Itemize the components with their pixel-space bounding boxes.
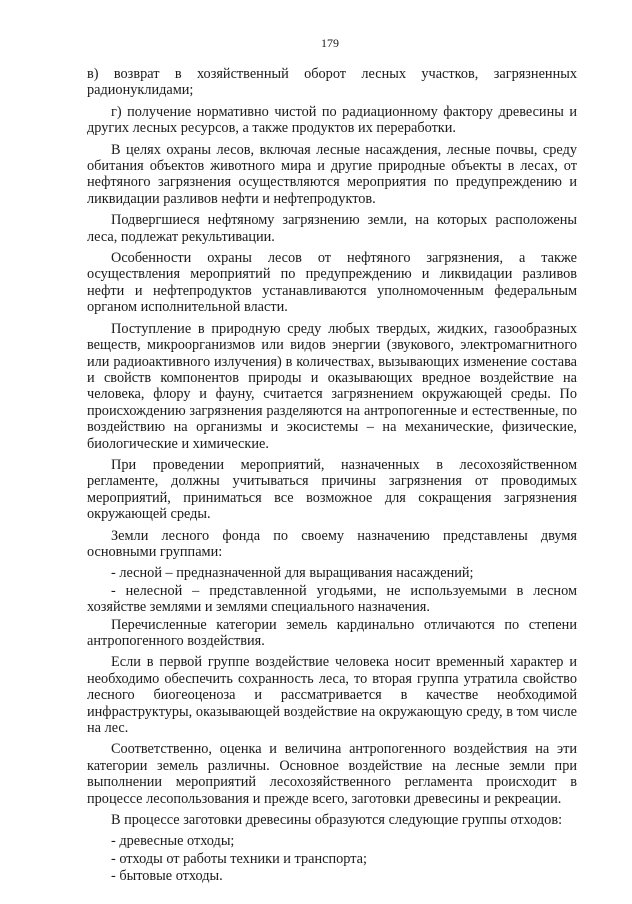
paragraph: Перечисленные категории земель кардинально отличаются по степени антропогенного воздействия.	[87, 616, 577, 649]
paragraph: При проведении мероприятий, назначенных в лесохозяйственном регламенте, должны учитываться причины загрязнения от проводимых мероприятий, приниматься все возможное для сокращения загрязнения окружающей среды.	[87, 456, 577, 523]
paragraph: - нелесной – представленной угодьями, не используемыми в лесном хозяйстве землями и землями специального назначения.	[87, 582, 577, 616]
paragraph: В целях охраны лесов, включая лесные насаждения, лесные почвы, среду обитания объектов животного мира и другие природные объекты в лесах, от нефтяного загрязнения осуществляются мероприятия по предупреждению и ликвидации разливов нефти и нефтепродуктов.	[87, 141, 577, 207]
paragraph: - бытовые отходы.	[111, 868, 223, 885]
paragraph: в) возврат в хозяйственный оборот лесных участков, загрязненных радионуклидами;	[87, 66, 577, 99]
paragraph: В процессе заготовки древесины образуются следующие группы отходов:	[111, 812, 563, 829]
paragraph: Соответственно, оценка и величина антропогенного воздействия на эти категории земель различны. Основное воздействие на лесные земли при выполнении мероприятий лесохозяйственного регламента происходит в процессе лесопользования и прежде всего, заготовки древесины и рекреации.	[87, 741, 577, 807]
paragraph: - лесной – предназначенной для выращивания насаждений;	[111, 565, 474, 582]
paragraph: Земли лесного фонда по своему назначению представлены двумя основными группами:	[87, 527, 577, 560]
paragraph: Особенности охраны лесов от нефтяного загрязнения, а также осуществления мероприятий по предупреждению и ликвидации разливов нефти и нефтепродуктов устанавливаются уполномоченным федеральным органом исполнительной власти.	[87, 250, 577, 316]
paragraph: - отходы от работы техники и транспорта;	[111, 850, 367, 867]
page-number: 179	[321, 36, 339, 50]
body-text	[87, 66, 577, 885]
paragraph: г) получение нормативно чистой по радиационному фактору древесины и других лесных ресурсов, а также продуктов их переработки.	[87, 103, 577, 137]
paragraph: Если в первой группе воздействие человека носит временный характер и необходимо обеспечить сохранность леса, то вторая группа утратила свойство лесного биогеоценоза и рассматривается в качестве необходимой инфраструктуры, оказывающей воздействие на окружающую среду, в том числе на лес.	[87, 654, 577, 737]
paragraph: - древесные отходы;	[111, 833, 235, 850]
paragraph: Поступление в природную среду любых твердых, жидких, газообразных веществ, микроорганизмов или видов энергии (звукового, электромагнитного или радиоактивного излучения) в количествах, вызывающих изменение состава и свойств компонентов природы и оказывающих вредное воздействие на человека, флору и фауну, считается загрязнением окружающей среды. По происхождению загрязнения разделяются на антропогенные и естественные, по воздействию на организмы и экосистемы – на механические, физические, биологические и химические.	[87, 320, 577, 452]
paragraph: Подвергшиеся нефтяному загрязнению земли, на которых расположены леса, подлежат рекультивации.	[87, 212, 577, 245]
